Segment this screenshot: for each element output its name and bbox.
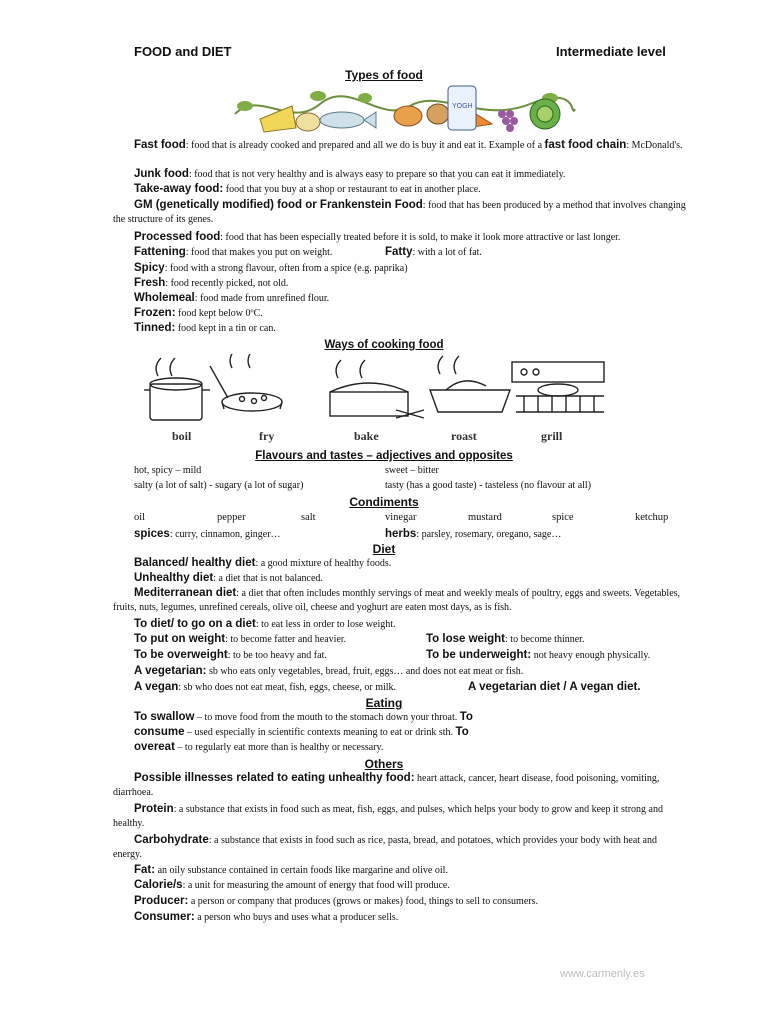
section-ways-heading: Ways of cooking food (324, 339, 444, 351)
cooking-illustration (140, 354, 620, 430)
diet-vegetarian: A vegetarian: sb who eats only vegetables, bread, fruit, eggs… and does not eat meat or fish. (134, 665, 524, 677)
type-tinned: Tinned: food kept in a tin or can. (134, 322, 276, 334)
cooking-label-grill: grill (541, 429, 563, 443)
diet-to-diet: To diet/ to go on a diet: to eat less in order to lose weight. (134, 618, 396, 630)
cooking-label-roast: roast (451, 429, 477, 443)
diet-mediterranean: Mediterranean diet: a diet that often includes monthly servings of meat and weekly meals of poultry, eggs and sweets. Vegetables, fruits, nuts, legumes, unrefined cereals, olive oil, cheese and yoghurt are eaten most days, as is fish. (113, 587, 681, 613)
diet-balanced: Balanced/ healthy diet: a good mixture of healthy foods. (134, 557, 392, 569)
condiment-oil: oil (134, 512, 146, 523)
cooking-label-bake: bake (354, 429, 379, 443)
type-wholemeal: Wholemeal: food made from unrefined flour. (134, 292, 330, 304)
flavour-right-1: sweet – bitter (385, 465, 439, 476)
diet-put-on-weight: To put on weight: to become fatter and heavier. (134, 633, 347, 645)
section-flavours-heading: Flavours and tastes – adjectives and opposites (255, 450, 513, 462)
others-consumer: Consumer: a person who buys and uses what a producer sells. (134, 911, 399, 923)
type-take-away: Take-away food: food that you buy at a shop or restaurant to eat in another place. (134, 183, 481, 195)
condiment-spice: spice (552, 512, 574, 523)
condiment-ketchup: ketchup (635, 512, 669, 523)
eating-overeat: overeat – to regularly eat more than is healthy or necessary. (134, 741, 384, 753)
section-diet-heading: Diet (372, 542, 396, 556)
type-fresh: Fresh: food recently picked, not old. (134, 277, 289, 289)
eating-consume: consume – used especially in scientific contexts meaning to eat or drink sth. To (134, 726, 469, 738)
others-calorie: Calorie/s: a unit for measuring the amount of energy that food will produce. (134, 879, 450, 891)
section-types-heading: Types of food (345, 68, 423, 82)
type-frozen: Frozen: food kept below 0ºC. (134, 307, 263, 319)
condiment-pepper: pepper (217, 512, 246, 523)
diet-vegan-note: A vegetarian diet / A vegan diet. (468, 681, 641, 693)
others-producer: Producer: a person or company that produces (grows or makes) food, things to sell to consumers. (134, 895, 538, 907)
type-fattening: Fattening: food that makes you put on weight. (134, 246, 333, 258)
flavour-left-2: salty (a lot of salt) - sugary (a lot of sugar) (134, 480, 304, 491)
section-eating-heading: Eating (365, 696, 403, 710)
cooking-label-fry: fry (259, 429, 275, 443)
level-label: Intermediate level (556, 44, 666, 59)
condiment-vinegar: vinegar (385, 512, 417, 523)
eating-swallow: To swallow – to move food from the mouth to the stomach down your throat. To (134, 711, 473, 723)
condiment-mustard: mustard (468, 512, 502, 523)
others-protein: Protein: a substance that exists in food such as meat, fish, eggs, and pulses, which helps your body to grow and keep it strong and healthy. (113, 803, 663, 829)
type-spicy: Spicy: food with a strong flavour, often from a spice (e.g. paprika) (134, 262, 408, 274)
flavour-right-2: tasty (has a good taste) - tasteless (no flavour at all) (385, 480, 592, 491)
diet-vegan: A vegan: sb who does not eat meat, fish, eggs, cheese, or milk. (134, 681, 397, 693)
type-processed: Processed food: food that has been especially treated before it is sold, to make it look more attractive or last longer. (134, 231, 621, 243)
others-illnesses: Possible illnesses related to eating unhealthy food: heart attack, cancer, heart disease, food poisoning, vomiting, diarrhoea. (113, 772, 660, 798)
type-fast-food: Fast food: food that is already cooked and prepared and all we do is buy it and eat it. Example of a fast food chain: McDonald's. (134, 139, 683, 151)
others-fat: Fat: an oily substance contained in certain foods like margarine and olive oil. (134, 864, 448, 876)
cooking-label-boil: boil (172, 429, 192, 443)
diet-overweight: To be overweight: to be too heavy and fat. (134, 649, 327, 661)
document-title: FOOD and DIET (134, 44, 232, 59)
section-condiments-heading: Condiments (349, 495, 419, 509)
condiment-salt: salt (301, 512, 316, 523)
diet-underweight: To be underweight: not heavy enough physically. (426, 649, 651, 661)
others-carbohydrate: Carbohydrate: a substance that exists in food such as rice, pasta, bread, and potatoes, which provides your body with heat and energy. (113, 834, 657, 860)
svg-text:YOGH: YOGH (452, 103, 473, 110)
section-others-heading: Others (364, 757, 404, 771)
condiment-herbs: herbs: parsley, rosemary, oregano, sage… (385, 528, 562, 540)
type-junk-food: Junk food: food that is not very healthy and is always easy to prepare so that you can eat it immediately. (134, 168, 566, 180)
diet-unhealthy: Unhealthy diet: a diet that is not balanced. (134, 572, 323, 584)
food-illustration (230, 84, 580, 136)
watermark: www.carmenly.es (560, 968, 645, 980)
type-fatty: Fatty: with a lot of fat. (385, 246, 482, 258)
flavour-left-1: hot, spicy – mild (134, 465, 202, 476)
type-gm-food: GM (genetically modified) food or Frankenstein Food: food that has been produced by a method that involves changing the structure of its genes. (113, 199, 686, 225)
condiment-spices: spices: curry, cinnamon, ginger… (134, 528, 281, 540)
diet-lose-weight: To lose weight: to become thinner. (426, 633, 585, 645)
